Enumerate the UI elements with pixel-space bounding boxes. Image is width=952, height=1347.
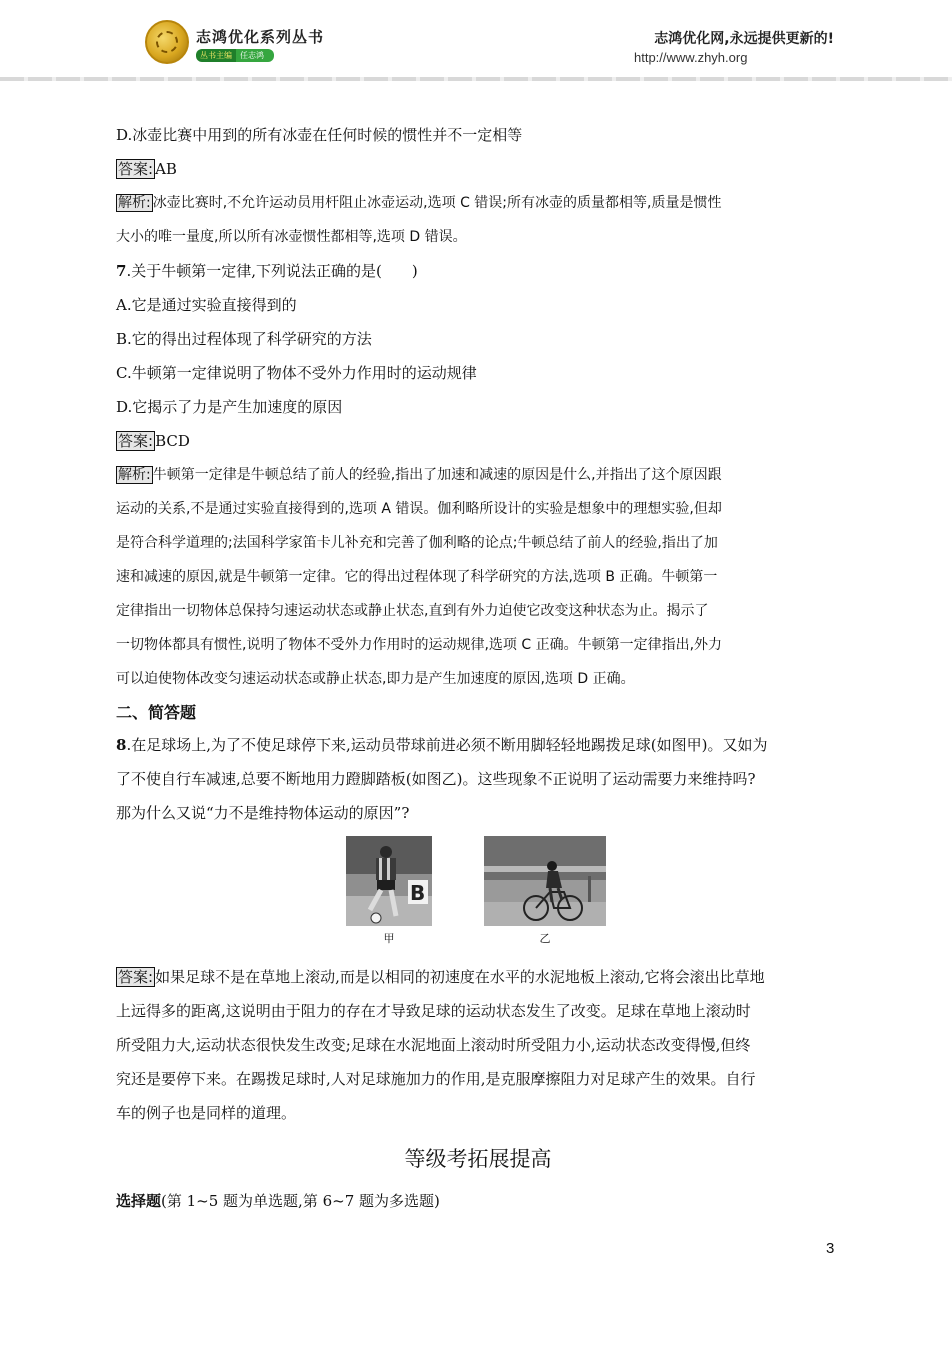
svg-text:B: B	[410, 881, 426, 905]
q7-analysis-line: 定律指出一切物体总保持匀速运动状态或静止状态,直到有外力迫使它改变这种状态为止。揭示了	[116, 603, 709, 619]
q7-stem	[116, 254, 840, 288]
choice-subheading	[116, 1186, 840, 1216]
q7-option: B.它的得出过程体现了科学研究的方法	[116, 330, 372, 348]
q8-stem-line: 了不使自行车减速,总要不断地用力蹬脚踏板(如图乙)。这些现象不正说明了运动需要力来维持吗?	[116, 770, 756, 788]
q8-answer-line: 所受阻力大,运动状态很快发生改变;足球在水泥地面上滚动时所受阻力小,运动状态改变得慢,但终	[116, 1036, 751, 1054]
q7-number: 7	[116, 262, 127, 280]
q7-answer-value: BCD	[155, 432, 190, 450]
q7-option: D.它揭示了力是产生加速度的原因	[116, 398, 343, 416]
answer-tag: 答案:	[118, 968, 154, 986]
q7-analysis-line: 运动的关系,不是通过实验直接得到的,选项 A 错误。伽利略所设计的实验是想象中的理想实验,但却	[116, 501, 722, 517]
q6-analysis-line	[116, 186, 840, 220]
editor-name: 任志鸿	[236, 49, 274, 62]
page-number: 3	[826, 1240, 835, 1257]
q7-analysis-line: 可以迫使物体改变匀速运动状态或静止状态,即力是产生加速度的原因,选项 D 正确。	[116, 671, 635, 687]
q6-answer-value: AB	[155, 160, 177, 178]
q7-answer	[116, 424, 840, 458]
answer-tag: 答案:	[118, 160, 154, 178]
page-header	[0, 0, 952, 80]
analysis-tag: 解析:	[118, 467, 151, 483]
header-divider	[0, 77, 952, 81]
series-logo-icon	[145, 20, 189, 64]
section-title-short-answer: 二、简答题	[116, 703, 197, 722]
q6-analysis-text: 冰壶比赛时,不允许运动员用杆阻止冰壶运动,选项 C 错误;所有冰壶的质量都相等,质量是惯性	[152, 195, 722, 211]
q8-stem-line: 那为什么又说“力不是维持物体运动的原因”?	[116, 804, 410, 822]
q6-option-d: D.冰壶比赛中用到的所有冰壶在任何时候的惯性并不一定相等	[116, 126, 523, 144]
q7-analysis-line	[116, 458, 840, 492]
editor-label: 丛书主编	[196, 49, 236, 62]
soccer-photo	[346, 836, 432, 926]
q7-analysis-line: 一切物体都具有惯性,说明了物体不受外力作用时的运动规律,选项 C 正确。牛顿第一定律指出,外力	[116, 637, 723, 653]
q6-analysis-line: 大小的唯一量度,所以所有冰壶惯性都相等,选项 D 错误。	[116, 229, 467, 245]
figure-caption: 甲	[383, 932, 395, 945]
q8-figures	[116, 836, 840, 954]
q8-stem-line	[116, 728, 840, 762]
q8-stem-text: .在足球场上,为了不使足球停下来,运动员带球前进必须不断用脚轻轻地踢拨足球(如图甲)。又如为	[126, 736, 768, 754]
q7-option: A.它是通过实验直接得到的	[116, 296, 297, 314]
q7-analysis-text: 牛顿第一定律是牛顿总结了前人的经验,指出了加速和减速的原因是什么,并指出了这个原因跟	[152, 467, 722, 483]
choice-subheading-note: (第 1~5 题为单选题,第 6~7 题为多选题)	[161, 1192, 440, 1210]
figure-bicycle	[484, 836, 606, 946]
figure-caption: 乙	[539, 932, 551, 945]
q7-analysis-line: 速和减速的原因,就是牛顿第一定律。它的得出过程体现了科学研究的方法,选项 B 正确。牛顿第一	[116, 569, 718, 585]
site-url: http://www.zhyh.org	[634, 50, 748, 65]
bicycle-photo	[484, 836, 606, 926]
section-title-extension: 等级考拓展提高	[404, 1147, 552, 1171]
page-body	[116, 118, 840, 1216]
q8-number: 8	[116, 736, 127, 754]
q8-answer-line: 车的例子也是同样的道理。	[116, 1104, 297, 1122]
q8-answer-line: 究还是要停下来。在踢拨足球时,人对足球施加力的作用,是克服摩擦阻力对足球产生的效果。自行	[116, 1070, 756, 1088]
q8-answer-line	[116, 960, 840, 994]
series-title: 志鸿优化系列丛书	[196, 28, 325, 46]
q8-answer-line: 上远得多的距离,这说明由于阻力的存在才导致足球的运动状态发生了改变。足球在草地上滚动时	[116, 1002, 751, 1020]
choice-subheading-bold: 选择题	[116, 1192, 162, 1210]
q8-answer-text: 如果足球不是在草地上滚动,而是以相同的初速度在水平的水泥地板上滚动,它将会滚出比草地	[155, 968, 765, 986]
analysis-tag: 解析:	[118, 195, 151, 211]
editor-badge	[196, 49, 274, 61]
answer-tag: 答案:	[118, 432, 154, 450]
figure-soccer	[346, 836, 432, 946]
site-slogan: 志鸿优化网,永远提供更新的!	[654, 31, 834, 47]
q7-analysis-line: 是符合科学道理的;法国科学家笛卡儿补充和完善了伽利略的论点;牛顿总结了前人的经验,指出了加	[116, 535, 718, 551]
q7-stem-text: .关于牛顿第一定律,下列说法正确的是( )	[126, 262, 418, 280]
q7-option: C.牛顿第一定律说明了物体不受外力作用时的运动规律	[116, 364, 477, 382]
q6-answer	[116, 152, 840, 186]
